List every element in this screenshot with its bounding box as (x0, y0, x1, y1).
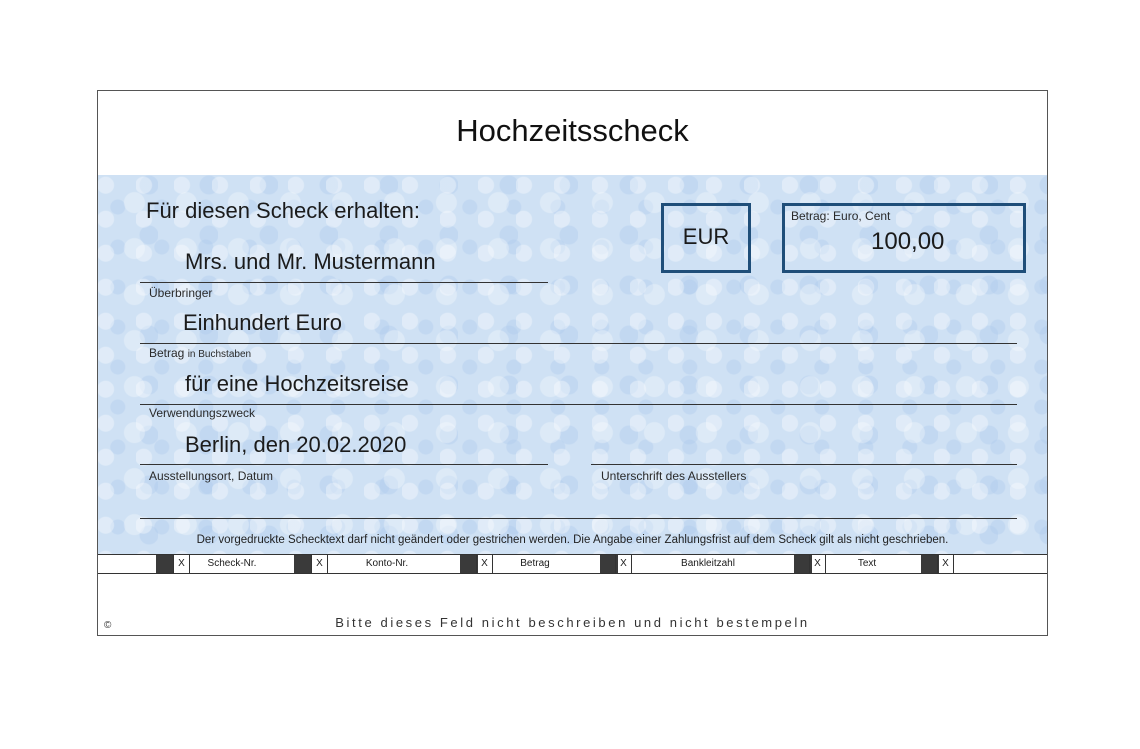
place-date-value[interactable]: Berlin, den 20.02.2020 (185, 432, 407, 457)
strip-label-konto-nr: Konto-Nr. (365, 558, 409, 569)
signature-line (591, 464, 1017, 465)
strip-x: X (173, 555, 190, 573)
footer-text: Bitte dieses Feld nicht beschreiben und nicht bestempeln (335, 615, 810, 630)
strip-label-text: Text (857, 558, 877, 569)
purpose-line (140, 404, 1017, 405)
intro-text: Für diesen Scheck erhalten: (146, 198, 420, 223)
strip-x: X (937, 555, 954, 573)
amount-words-value[interactable]: Einhundert Euro (183, 310, 342, 335)
strip-x: X (615, 555, 632, 573)
strip-block (294, 555, 312, 573)
cheque (97, 90, 1048, 636)
signature-label: Unterschrift des Ausstellers (601, 469, 747, 483)
strip-x: X (311, 555, 328, 573)
bottom-line (140, 518, 1017, 519)
cheque-title: Hochzeitsscheck (456, 113, 689, 148)
copyright-mark: © (104, 620, 112, 631)
strip-label-betrag: Betrag (520, 558, 550, 569)
currency-value: EUR (682, 224, 730, 249)
strip-x: X (809, 555, 826, 573)
strip-label-bankleitzahl: Bankleitzahl (681, 558, 735, 569)
payee-line (140, 282, 548, 283)
amount-label: Betrag: Euro, Cent (791, 209, 891, 223)
amount-value: 100,00 (871, 228, 945, 255)
code-strip (98, 554, 1047, 574)
purpose-label: Verwendungszweck (149, 406, 256, 420)
payee-label: Überbringer (149, 286, 213, 300)
amount-words-label: Betrag in Buchstaben (149, 346, 252, 360)
strip-x: X (476, 555, 493, 573)
payee-value[interactable]: Mrs. und Mr. Mustermann (185, 249, 436, 274)
strip-label-scheck-nr: Scheck-Nr. (207, 558, 257, 569)
place-date-label: Ausstellungsort, Datum (149, 469, 274, 483)
amount-box[interactable] (782, 203, 1026, 273)
amount-words-line (140, 343, 1017, 344)
purpose-value[interactable]: für eine Hochzeitsreise (185, 371, 409, 396)
strip-block (156, 555, 174, 573)
currency-box (661, 203, 751, 273)
notice-text: Der vorgedruckte Schecktext darf nicht geändert oder gestrichen werden. Die Angabe einer Zahlungsfrist auf dem Scheck gilt als nicht geschrieben. (196, 534, 949, 546)
place-date-line (140, 464, 548, 465)
